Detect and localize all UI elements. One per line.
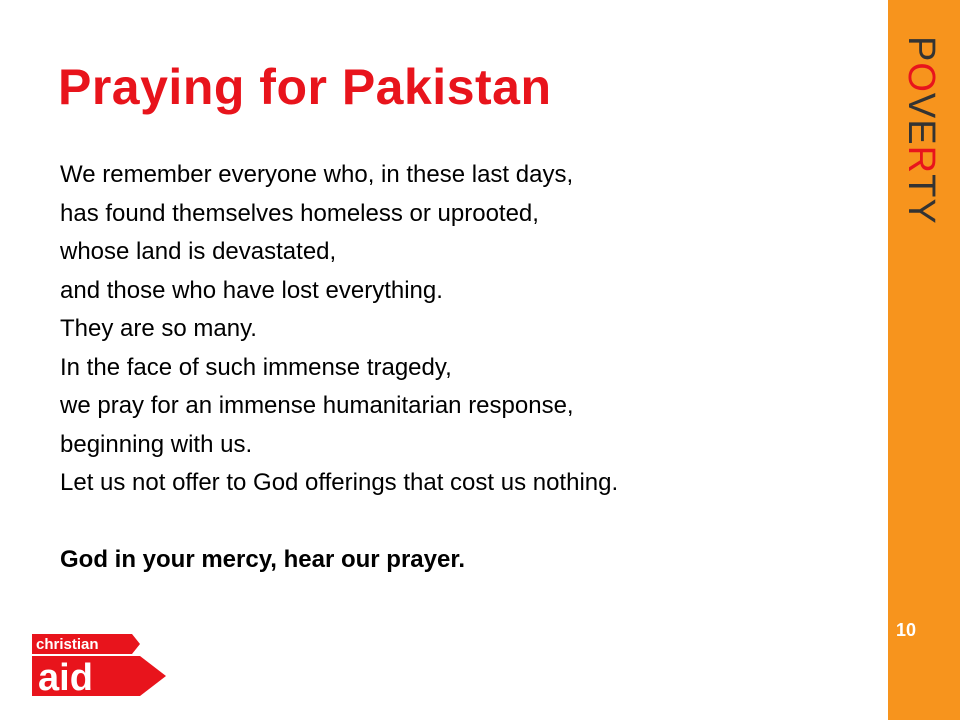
prayer-line: Let us not offer to God offerings that cost us nothing. (60, 469, 619, 496)
prayer-response: God in your mercy, hear our prayer. (60, 545, 466, 573)
wordmark-letter: P (900, 36, 942, 63)
poverty-wordmark (902, 36, 940, 225)
prayer-line: whose land is devastated, (60, 238, 337, 265)
prayer-line: In the face of such immense tragedy, (60, 353, 452, 381)
prayer-line: we pray for an immense humanitarian response, (60, 392, 574, 419)
christian-aid-logo (28, 632, 168, 698)
wordmark-letter: O (900, 62, 942, 93)
wordmark-letter: E (900, 119, 942, 146)
prayer-body (60, 156, 860, 579)
prayer-line: They are so many. (60, 315, 257, 342)
prayer-line: has found themselves homeless or uprooted, (60, 199, 539, 227)
wordmark-letter: R (900, 145, 942, 175)
wordmark-letter: Y (900, 198, 942, 225)
slide-title: Praying for Pakistan (58, 59, 552, 115)
page-number: 10 (896, 620, 917, 640)
wordmark-letter: T (900, 174, 942, 199)
prayer-line: We remember everyone who, in these last days, (60, 161, 574, 188)
prayer-line: beginning with us. (60, 430, 253, 458)
svg-text:aid: aid (38, 657, 93, 698)
wordmark-letter: V (900, 92, 942, 120)
svg-text:christian: christian (36, 636, 99, 653)
prayer-line: and those who have lost everything. (60, 276, 443, 304)
